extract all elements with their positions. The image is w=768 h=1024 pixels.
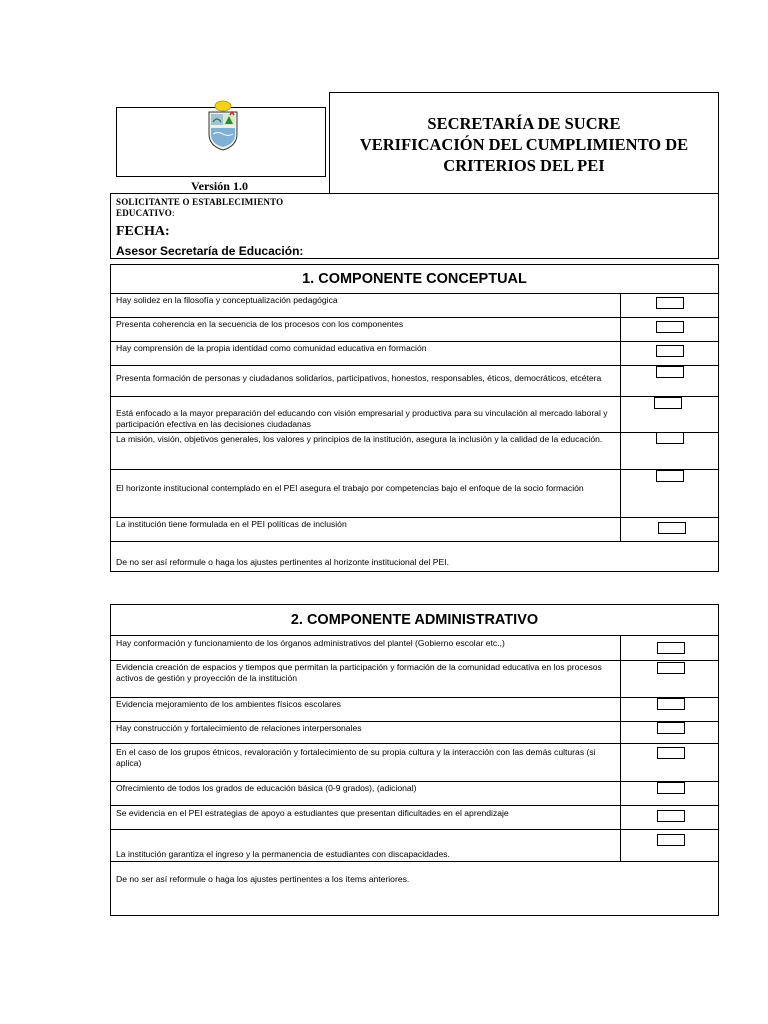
checkbox[interactable] [656, 366, 684, 378]
title-box [329, 92, 719, 194]
solicitante-colon: : [171, 208, 175, 218]
logo-box [116, 107, 326, 177]
solicitante-label-2: EDUCATIVO [116, 208, 172, 218]
title-line-2: VERIFICACIÓN DEL CUMPLIMIENTO DE [359, 135, 689, 154]
checklist-row [111, 318, 718, 342]
checklist-row [111, 698, 718, 722]
item-text: Evidencia creación de espacios y tiempos que permitan la participación y formación de la comunidad educativa en los procesos activos de gestión y proyección de la institución [116, 662, 602, 683]
asesor-label: Asesor Secretaría de Educación: [116, 244, 304, 258]
checklist-row [111, 722, 718, 744]
version-label: Versión 1.0 [191, 179, 248, 193]
section-componente-conceptual [110, 264, 719, 572]
section-footer-row [111, 862, 718, 915]
checklist-row [111, 397, 718, 433]
coat-of-arms-icon [205, 100, 241, 152]
item-text: Presenta formación de personas y ciudadanos solidarios, participativos, honestos, responsables, éticos, democráticos, etcétera [116, 373, 602, 383]
checkbox[interactable] [657, 642, 685, 654]
checkbox[interactable] [657, 698, 685, 710]
checkbox[interactable] [656, 432, 684, 444]
checklist-row [111, 470, 718, 518]
section-footer-text: De no ser así reformule o haga los ajustes pertinentes al horizonte institucional del PEI. [116, 557, 449, 567]
section-title: 2. COMPONENTE ADMINISTRATIVO [111, 605, 718, 636]
section-footer-row [111, 542, 718, 571]
checklist-row [111, 636, 718, 661]
checklist-row [111, 744, 718, 782]
checkbox[interactable] [657, 834, 685, 846]
checkbox[interactable] [657, 722, 685, 734]
checklist-row [111, 518, 718, 542]
checkbox[interactable] [656, 321, 684, 333]
checklist-row [111, 661, 718, 698]
solicitante-label-1: SOLICITANTE O ESTABLECIMIENTO [116, 197, 284, 207]
checklist-row [111, 806, 718, 830]
item-text: Presenta coherencia en la secuencia de los procesos con los componentes [116, 319, 404, 329]
checkbox[interactable] [656, 470, 684, 482]
title-line-1: SECRETARÍA DE SUCRE [427, 114, 621, 133]
section-footer-text: De no ser así reformule o haga los ajustes pertinentes a los ítems anteriores. [116, 874, 410, 884]
item-text: La institución garantiza el ingreso y la permanencia de estudiantes con discapacidades. [116, 849, 450, 859]
checkbox[interactable] [657, 782, 685, 794]
item-text: El horizonte institucional contemplado en el PEI asegura el trabajo por competencias bajo el enfoque de la socio formación [116, 483, 584, 493]
item-text: En el caso de los grupos étnicos, revaloración y fortalecimiento de su propia cultura y la interacción con las demás culturas (si aplica) [116, 747, 596, 768]
info-box [110, 193, 719, 259]
section-componente-administrativo [110, 604, 719, 916]
checklist-row [111, 782, 718, 806]
checklist-row [111, 830, 718, 862]
item-text: La misión, visión, objetivos generales, los valores y principios de la institución, asegura la inclusión y la calidad de la educación. [116, 434, 603, 444]
item-text: Hay conformación y funcionamiento de los órganos administrativos del plantel (Gobierno escolar etc.,) [116, 638, 505, 648]
item-text: Hay solidez en la filosofía y conceptualización pedagógica [116, 295, 338, 305]
checkbox[interactable] [657, 662, 685, 674]
checkbox[interactable] [656, 345, 684, 357]
item-text: Está enfocado a la mayor preparación del educando con visión empresarial y productiva para su vinculación al mercado laboral y participación efectiva en las decisiones ciudadanas [116, 408, 608, 429]
checklist-row [111, 366, 718, 397]
section-title: 1. COMPONENTE CONCEPTUAL [111, 265, 718, 294]
item-text: Evidencia mejoramiento de los ambientes físicos escolares [116, 699, 341, 709]
title-line-3: CRITERIOS DEL PEI [443, 156, 605, 175]
checklist-row [111, 342, 718, 366]
checkbox[interactable] [658, 522, 686, 534]
checkbox[interactable] [657, 747, 685, 759]
checklist-row [111, 294, 718, 318]
item-text: Se evidencia en el PEI estrategias de apoyo a estudiantes que presentan dificultades en el aprendizaje [116, 808, 509, 818]
checklist-row [111, 433, 718, 470]
checkbox[interactable] [654, 397, 682, 409]
item-text: Ofrecimiento de todos los grados de educación básica (0-9 grados), (adicional) [116, 783, 417, 793]
item-text: Hay comprensión de la propia identidad como comunidad educativa en formación [116, 343, 427, 353]
checkbox[interactable] [657, 810, 685, 822]
checkbox[interactable] [656, 297, 684, 309]
fecha-label: FECHA: [116, 224, 170, 239]
item-text: La institución tiene formulada en el PEI políticas de inclusión [116, 519, 347, 529]
item-text: Hay construcción y fortalecimiento de relaciones interpersonales [116, 723, 362, 733]
